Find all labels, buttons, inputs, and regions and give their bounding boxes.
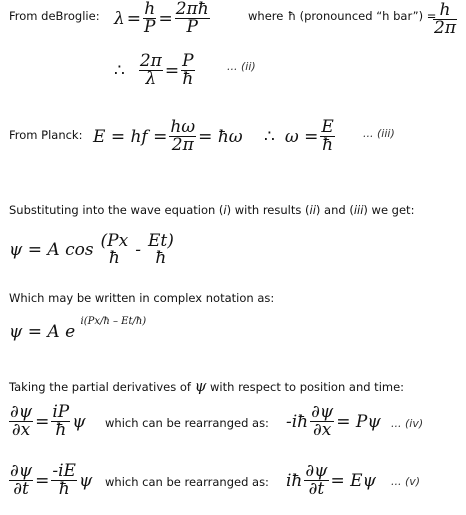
- equals-sign: =: [35, 411, 50, 432]
- therefore-symbol: ∴: [114, 60, 125, 81]
- equals-p-psi: = Pψ: [336, 411, 381, 432]
- text-span: Substituting into the wave equation (: [9, 203, 224, 217]
- lambda-symbol: λ: [114, 8, 125, 29]
- numerator: hω: [170, 117, 196, 137]
- ref-iii: iii: [353, 203, 364, 217]
- denominator: P: [186, 17, 198, 37]
- equation-v: [286, 463, 376, 498]
- numerator: P: [182, 51, 194, 71]
- equals-hbar-omega: = ħω: [198, 126, 243, 147]
- wave-equation-cos: [9, 233, 175, 267]
- equals-sign: =: [126, 8, 142, 29]
- hbar-pronunciation: ħ (pronounced “h bar”) =: [288, 9, 437, 23]
- numerator: 2πħ: [175, 0, 209, 19]
- text-span: ) we get:: [363, 203, 415, 217]
- therefore-symbol: ∴: [264, 126, 275, 147]
- ref-ii: ii: [309, 203, 316, 217]
- partial-derivatives-label: [9, 377, 404, 395]
- derivative-t-equation: [9, 463, 92, 498]
- where-label: where: [248, 9, 284, 23]
- numerator: h: [144, 0, 156, 19]
- psi-symbol: ψ: [78, 470, 93, 491]
- fraction-h-over-P: [143, 1, 156, 36]
- wave-equation-complex: [9, 316, 147, 342]
- equation-tag-iv: ... (iv): [391, 417, 424, 430]
- numerator: ∂ψ: [305, 461, 328, 481]
- equation-ii: [114, 53, 195, 88]
- debroglie-label: From deBroglie:: [9, 9, 100, 23]
- text-span: ) with results (: [226, 203, 310, 217]
- rearranged-label-2: which can be rearranged as:: [105, 475, 269, 489]
- equals-sign: =: [158, 8, 173, 29]
- numerator: Et): [147, 231, 174, 251]
- text-span: ) and (: [315, 203, 354, 217]
- complex-notation-label: Which may be written in complex notation as:: [9, 291, 275, 305]
- equals-sign: =: [164, 60, 180, 81]
- equation-iii: [264, 119, 335, 154]
- rearranged-label-1: which can be rearranged as:: [105, 416, 269, 430]
- denominator: ∂t: [308, 479, 325, 499]
- numerator: iP: [52, 402, 70, 422]
- planck-equation: [93, 119, 243, 154]
- neg-i-hbar: -iħ: [286, 411, 309, 432]
- denominator: ∂t: [13, 479, 29, 499]
- substitution-text: [9, 203, 414, 217]
- numerator: ∂ψ: [311, 402, 334, 422]
- psi-symbol: ψ: [72, 411, 86, 432]
- denominator: ∂x: [11, 420, 31, 440]
- psi-equals-a-e: ψ = A e: [9, 322, 76, 342]
- denominator: λ: [145, 69, 157, 89]
- equation-iv: [286, 404, 381, 439]
- denominator: ħ: [55, 420, 67, 440]
- denominator: P: [144, 17, 156, 37]
- numerator: (Px: [100, 231, 129, 251]
- denominator: ħ: [182, 69, 194, 89]
- psi-equals-a-cos: ψ = A cos: [9, 240, 94, 260]
- equation-tag-ii: ... (ii): [227, 60, 256, 73]
- equation-tag-v: ... (v): [391, 475, 421, 488]
- numerator: ∂ψ: [10, 461, 33, 481]
- exponent: i(Px/ħ – Et/ħ): [80, 316, 147, 328]
- numerator: 2π: [139, 51, 162, 71]
- numerator: ∂ψ: [10, 402, 33, 422]
- denominator: ħ: [322, 135, 334, 155]
- minus-sign: -: [135, 240, 141, 260]
- denominator: 2π: [434, 18, 456, 38]
- equals-sign: =: [35, 470, 50, 491]
- psi-symbol: ψ: [194, 377, 207, 395]
- denominator: 2π: [171, 135, 194, 155]
- text-span: with respect to position and time:: [210, 380, 405, 394]
- omega-equals: ω =: [284, 126, 319, 147]
- fraction-2pihbar-over-P: [175, 1, 210, 36]
- debroglie-equation: [114, 1, 210, 36]
- numerator: E: [321, 117, 334, 137]
- equals-e-psi: = Eψ: [330, 470, 376, 491]
- denominator: ħ: [155, 248, 167, 268]
- ref-i: i: [223, 203, 227, 217]
- numerator: h: [433, 2, 457, 20]
- derivative-x-equation: [9, 404, 86, 439]
- text-span: Taking the partial derivatives of: [9, 380, 191, 394]
- i-hbar: iħ: [286, 470, 303, 491]
- equation-tag-iii: ... (iii): [363, 127, 395, 140]
- denominator: ∂x: [313, 420, 332, 440]
- planck-label: From Planck:: [9, 128, 83, 142]
- denominator: ħ: [108, 248, 120, 268]
- e-equals-hf: E = hf =: [93, 126, 168, 147]
- hbar-definition: [433, 2, 457, 37]
- denominator: ħ: [58, 479, 70, 499]
- numerator: -iE: [52, 461, 76, 481]
